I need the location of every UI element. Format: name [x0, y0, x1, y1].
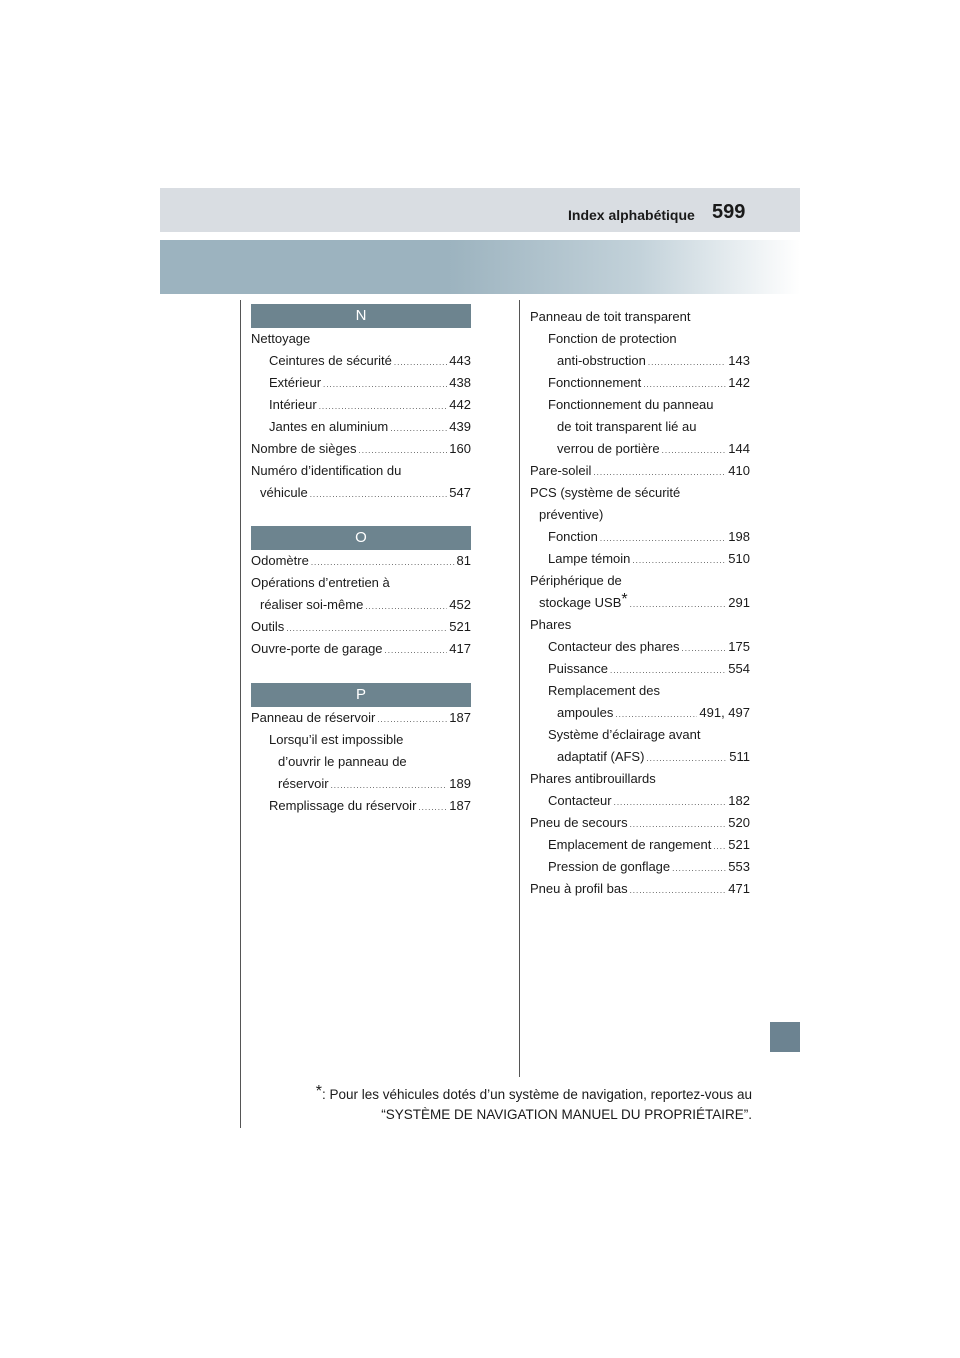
index-entry: Emplacement de rangement ..... 521 — [548, 834, 750, 858]
index-entry: Remplacement des — [548, 683, 660, 698]
index-entry: réservoir ..... 189 — [278, 773, 471, 797]
index-entry: PCS (système de sécurité — [530, 485, 681, 500]
footnote-line-2: “SYSTÈME DE NAVIGATION MANUEL DU PROPRIÉTAIRE”. — [381, 1107, 752, 1122]
index-entry: Contacteur des phares ..... 175 — [548, 636, 750, 660]
footnote-line-1: *: Pour les véhicules dotés d’un système de navigation, reportez-vous au — [315, 1083, 752, 1102]
section-header-p: P — [251, 683, 471, 707]
index-entry: Fonctionnement du panneau — [548, 397, 714, 412]
index-entry: anti-obstruction ..... 143 — [557, 350, 750, 374]
index-entry: Pression de gonflage ..... 553 — [548, 856, 750, 880]
index-entry: adaptatif (AFS) ..... 511 — [557, 746, 750, 770]
index-entry: Ouvre-porte de garage ..... 417 — [251, 638, 471, 662]
index-entry: stockage USB * ..... 291 — [539, 592, 750, 616]
footnote-marker: * — [315, 1083, 322, 1100]
index-entry: Périphérique de — [530, 573, 622, 588]
index-entry: Remplissage du réservoir ..... 187 — [269, 795, 471, 819]
index-entry: Pneu de secours ..... 520 — [530, 812, 750, 836]
index-entry: verrou de portière ..... 144 — [557, 438, 750, 462]
index-entry: Pneu à profil bas ..... 471 — [530, 878, 750, 902]
section-header-n: N — [251, 304, 471, 328]
index-entry: Numéro d’identification du — [251, 463, 402, 478]
index-entry: Odomètre ..... 81 — [251, 550, 471, 574]
left-margin-rule — [240, 300, 241, 1128]
index-entry: véhicule ..... 547 — [260, 482, 471, 506]
page-number: 599 — [712, 201, 746, 223]
index-entry: préventive) — [539, 507, 604, 522]
index-entry: Phares — [530, 617, 572, 632]
index-entry: réaliser soi-même ..... 452 — [260, 594, 471, 618]
index-entry: Contacteur ..... 182 — [548, 790, 750, 814]
index-entry: Outils ..... 521 — [251, 616, 471, 640]
index-entry: Jantes en aluminium ..... 439 — [269, 416, 471, 440]
index-entry: Nombre de sièges ..... 160 — [251, 438, 471, 462]
footnote — [300, 1085, 752, 1125]
index-entry: Phares antibrouillards — [530, 771, 656, 786]
index-entry: Panneau de toit transparent — [530, 309, 691, 324]
thumb-index-tab — [770, 1022, 800, 1052]
section-header-o: O — [251, 526, 471, 550]
index-entry: Intérieur ..... 442 — [269, 394, 471, 418]
header-bar — [160, 188, 800, 232]
index-entry: Fonctionnement ..... 142 — [548, 372, 750, 396]
column-divider — [519, 300, 520, 1077]
header-title: Index alphabétique — [568, 207, 695, 223]
section-banner — [160, 240, 800, 294]
index-entry: de toit transparent lié au — [557, 419, 697, 434]
footnote-marker: * — [621, 591, 628, 608]
index-entry: Fonction de protection — [548, 331, 677, 346]
index-entry: Système d’éclairage avant — [548, 727, 701, 742]
index-entry: Lampe témoin ..... 510 — [548, 548, 750, 572]
index-entry: d’ouvrir le panneau de — [278, 754, 407, 769]
index-entry: Lorsqu’il est impossible — [269, 732, 404, 747]
index-entry: Panneau de réservoir ..... 187 — [251, 707, 471, 731]
index-entry: Pare-soleil ..... 410 — [530, 460, 750, 484]
index-entry: Extérieur ..... 438 — [269, 372, 471, 396]
index-entry: Nettoyage — [251, 331, 311, 346]
index-entry: Ceintures de sécurité ..... 443 — [269, 350, 471, 374]
index-entry: ampoules ..... 491, 497 — [557, 702, 750, 726]
index-entry: Fonction ..... 198 — [548, 526, 750, 550]
index-entry: Puissance ..... 554 — [548, 658, 750, 682]
index-entry: Opérations d’entretien à — [251, 575, 390, 590]
